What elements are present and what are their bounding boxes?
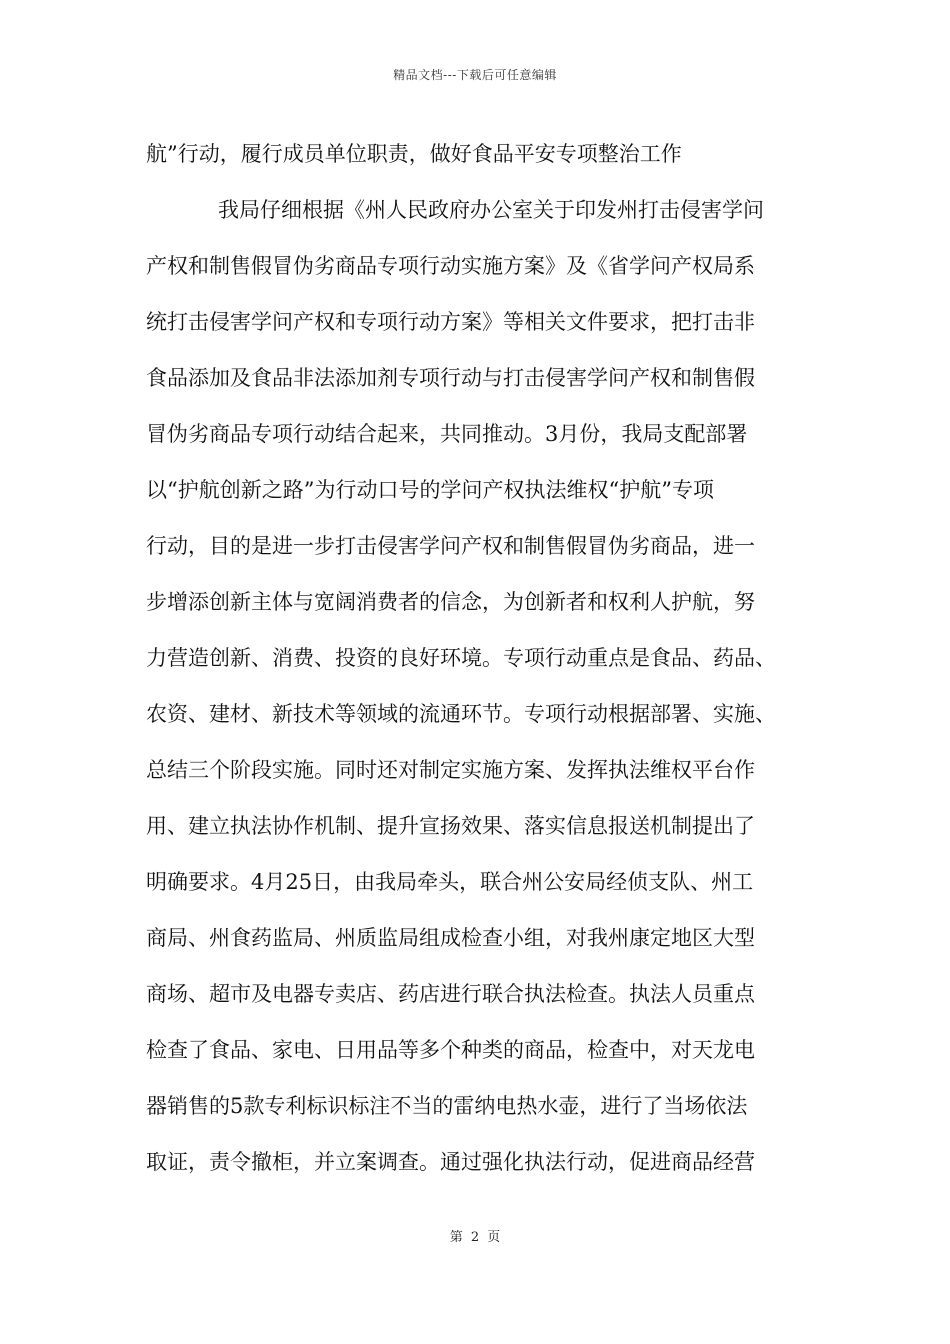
text-line: 力营造创新、消费、投资的良好环境。专项行动重点是食品、药品、 [146, 646, 776, 670]
text-line: 产权和制售假冒伪劣商品专项行动实施方案》及《省学问产权局系 [146, 254, 755, 278]
text-line: 以“护航创新之路”为行动口号的学问产权执法维权“护航”专项 [146, 478, 714, 502]
text-line: 食品添加及食品非法添加剂专项行动与打击侵害学问产权和制售假 [146, 366, 755, 390]
text-line: 农资、建材、新技术等领域的流通环节。专项行动根据部署、实施、 [146, 702, 776, 726]
text-line: 器销售的5款专利标识标注不当的雷纳电热水壶，进行了当场依法 [146, 1094, 748, 1118]
text-line: 明确要求。4月25日，由我局牵头，联合州公安局经侦支队、州工 [146, 870, 754, 894]
text-line: 行动，目的是进一步打击侵害学问产权和制售假冒伪劣商品，进一 [146, 534, 755, 558]
text-line: 统打击侵害学问产权和专项行动方案》等相关文件要求，把打击非 [146, 310, 755, 334]
text-line: 取证，责令撤柜，并立案调查。通过强化执法行动，促进商品经营 [146, 1150, 755, 1174]
page-header: 精品文档---下载后可任意编辑 [393, 68, 557, 82]
page-number: 第 2 页 [449, 1230, 501, 1245]
text-line: 商局、州食药监局、州质监局组成检查小组，对我州康定地区大型 [146, 926, 755, 950]
body-text [146, 126, 826, 1190]
text-line: 我局仔细根据《州人民政府办公室关于印发州打击侵害学问 [218, 198, 764, 222]
text-line: 总结三个阶段实施。同时还对制定实施方案、发挥执法维权平台作 [146, 758, 755, 782]
text-line: 用、建立执法协作机制、提升宣扬效果、落实信息报送机制提出了 [146, 814, 755, 838]
text-line: 检查了食品、家电、日用品等多个种类的商品，检查中，对天龙电 [146, 1038, 755, 1062]
text-line: 冒伪劣商品专项行动结合起来，共同推动。3月份，我局支配部署 [146, 422, 748, 446]
text-line: 航”行动，履行成员单位职责，做好食品平安专项整治工作 [146, 142, 682, 166]
text-line: 步增添创新主体与宽阔消费者的信念，为创新者和权利人护航，努 [146, 590, 755, 614]
text-line: 商场、超市及电器专卖店、药店进行联合执法检查。执法人员重点 [146, 982, 755, 1006]
